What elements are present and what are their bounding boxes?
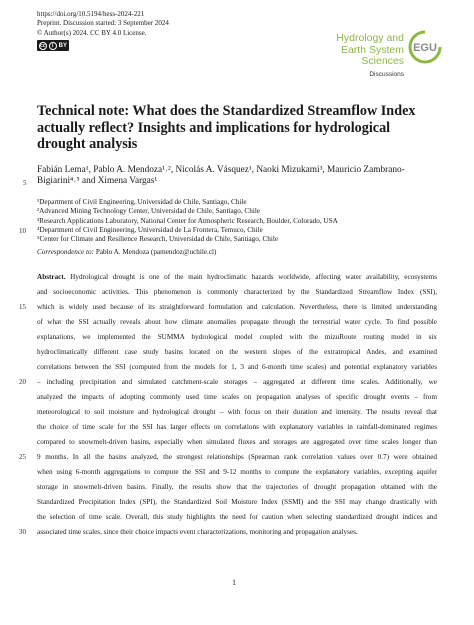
abstract-line-text: Hydrological drought is one of the main hydroclimatic hazards worldwide, affecting water availability, ecosystems	[70, 273, 437, 281]
abstract-line-text: 9 months. In all the basins analyzed, the strongest relationships (Spearman rank correlation values over 0.7) were obtained	[37, 453, 437, 461]
abstract-line	[37, 495, 437, 510]
correspondence-label: Correspondence to:	[37, 248, 95, 256]
abstract-line-text: compared to snowmelt-driven basins, especially when simulated fluxes and storages are aggregated over time scales longer than	[37, 438, 437, 446]
abstract-line-text: the choice of time scale for the SSI has larger effects on correlations with explanatory variables in rainfall-dominated regimes	[37, 423, 437, 431]
abstract-line-text: which is widely used because of its straightforward formulation and calculation. Nevertheless, there is limited understanding	[37, 303, 437, 311]
paper-title: Technical note: What does the Standardized Streamflow Index actually reflect? Insights and implications for hydrological drought analysis	[37, 103, 416, 152]
abstract-line	[37, 405, 437, 420]
abstract-line	[37, 270, 437, 285]
abstract-line	[37, 435, 437, 450]
abstract-line	[19, 450, 437, 465]
preprint-header	[37, 10, 169, 38]
abstract-line-text: meteorological to soil moisture and hydrological drought – with focus on their duration and intensity. The results reveal that	[37, 408, 437, 416]
abstract-line	[37, 360, 437, 375]
abstract-line-text: the selection of time scale. Overall, this study highlights the need for caution when selecting standardized drought indices and	[37, 513, 437, 521]
doi-link[interactable]: https://doi.org/10.5194/hess-2024-221	[37, 10, 145, 18]
abstract-line	[37, 480, 437, 495]
affiliation-4: 10 ⁴Department of Civil Engineering, Universidad de La Frontera, Temuco, Chile	[19, 225, 263, 235]
affiliation-1: ¹Department of Civil Engineering, Universidad de Chile, Santiago, Chile	[37, 198, 247, 206]
abstract-line-text: – including precipitation and simulated catchment-scale storages – aggregated at different time scales. Additionally, we	[37, 378, 437, 386]
abstract-line-text: Standardized Precipitation Index (SPI), the Standardized Soil Moisture Index (SSMI) and the SSI may change drastically with	[37, 498, 437, 506]
abstract-line	[37, 465, 437, 480]
journal-line-3: Sciences	[361, 55, 404, 67]
abstract-heading: Abstract.	[37, 273, 66, 281]
affiliations	[19, 198, 447, 244]
cc-icon: cc	[40, 42, 46, 49]
journal-discussions: Discussions	[369, 70, 404, 78]
abstract-line-text: when using 6-month aggregations to compute the SSI and 9-12 months to compute the explanatory variables, excepting aquifer	[37, 468, 437, 476]
abstract-line	[19, 300, 437, 315]
line-number: 10	[19, 226, 26, 235]
cc-license-badge[interactable]	[37, 40, 69, 51]
abstract-line-text: of what the SSI actually reveals about how climate anomalies propagate through the terrestrial water cycle. To find possible	[37, 318, 437, 326]
abstract-line	[37, 315, 437, 330]
correspondence	[37, 248, 216, 256]
abstract-line-text: and socioeconomic activities. This phenomenon is commonly characterized by the Standardized Streamflow Index (SSI),	[37, 288, 437, 296]
affiliation-2: ²Advanced Mining Technology Center, Universidad de Chile, Santiago, Chile	[37, 207, 261, 216]
abstract-line-text: explanations, we implemented the SUMMA hydrological model coupled with the mizuRoute routing model in six	[37, 333, 437, 341]
abstract-line-text: associated time scales, since their choice impacts event characterizations, monitoring and propagation analyses.	[37, 528, 358, 536]
journal-line-2: Earth System	[340, 43, 404, 56]
page-number: 1	[232, 578, 236, 587]
authors-line-1: Fabián Lema¹, Pablo A. Mendoza¹˒², Nicolás A. Vásquez¹, Naoki Mizukami³, Mauricio Zambrano-	[37, 165, 405, 175]
affiliation-5: ⁵Center for Climate and Resilience Research, Universidad de Chile, Santiago, Chile	[37, 235, 279, 244]
abstract-line	[37, 420, 437, 435]
author-list	[23, 165, 437, 187]
line-number: 25	[19, 453, 26, 461]
abstract-line	[37, 285, 437, 300]
preprint-notice: Preprint. Discussion started: 3 September 2024	[37, 19, 169, 28]
cc-by-label: BY	[58, 42, 67, 49]
line-number: 30	[19, 528, 26, 536]
abstract-line-text: analyzed the impacts of adopting commonly used time scales on propagation analyses of specific drought events – from	[37, 393, 437, 401]
correspondence-contact[interactable]: Pablo A. Mendoza (pamendoz@uchile.cl)	[95, 248, 217, 256]
abstract-line	[37, 390, 437, 405]
authors-line-2: Bigiarini⁴˒⁵ and Ximena Vargas¹	[37, 176, 158, 186]
copyright-notice: © Author(s) 2024. CC BY 4.0 License.	[37, 28, 147, 37]
journal-line-1: Hydrology and	[336, 32, 404, 44]
journal-name	[336, 33, 404, 80]
abstract-line	[37, 330, 437, 345]
egu-logo-text: EGU	[413, 42, 437, 54]
egu-logo-icon	[408, 30, 442, 64]
abstract-line-text: hydroclimatically different case study basins located on the western slopes of the extratropical Andes, and examined	[37, 348, 437, 356]
abstract-line-text: correlations between the SSI (computed from the models for 1, 3 and 6-month time scales) and potential explanatory variables	[37, 363, 437, 371]
person-icon: i	[49, 42, 57, 50]
abstract-line	[19, 375, 437, 390]
line-number: 15	[19, 303, 26, 311]
abstract	[19, 270, 437, 540]
line-number: 5	[23, 179, 27, 187]
abstract-line	[37, 345, 437, 360]
affiliation-3: ³Research Applications Laboratory, National Center for Atmospheric Research, Boulder, Colorado, USA	[37, 216, 338, 225]
abstract-line	[37, 510, 437, 525]
abstract-line-text: storage in snowmelt-driven basins. Finally, the results show that the trajectories of drought propagation obtained with the	[37, 483, 437, 491]
line-number: 20	[19, 378, 26, 386]
abstract-line	[19, 525, 437, 540]
